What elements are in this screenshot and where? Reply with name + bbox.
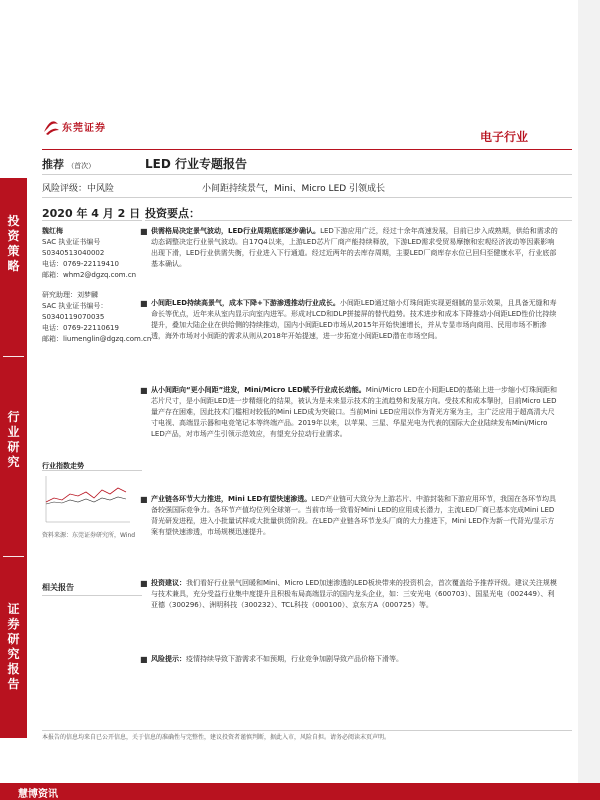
band-label-strategy: 投 资 策 略 xyxy=(7,214,20,273)
disclaimer-text: 本报告的信息均来自已公开信息，关于信息的准确性与完整性，建议投资者谨慎判断，据此入市，风险自担。请务必阅读末页声明。 xyxy=(42,734,391,741)
bullet-head: 投资建议： xyxy=(151,579,186,587)
analyst-block-1 xyxy=(42,226,136,281)
divider xyxy=(42,730,572,731)
analyst-cert: SAC 执业证书编号： xyxy=(42,302,108,310)
band-label-report: 证 券 研 究 报 告 xyxy=(7,602,20,691)
band-label-industry: 行 业 研 究 xyxy=(7,410,20,469)
bullet-body: Mini/Micro LED在小间距LED的基础上进一步缩小灯珠间距和芯片尺寸，是小间距LED进一步精细化的结果，被认为是未来显示技术的主流趋势和发展方向。受技术和成本掣肘，目前Micro LED量产存在困难，因此技术门槛相对较低的Mini LED成为突破口。当前Mini LED应用以作为背光方案为主，主广泛应用于超高清大尺寸电视、高端显示器和电竞笔记本等终端产品。2019年以来，以苹果、三星、华星光电为代表的国际大企业陆续发布Mini/Micro LED产品，对市场产生引领示范效应，有望充分拉动行业需求。 xyxy=(151,386,557,438)
industry-label: 电子行业 xyxy=(480,130,529,144)
band-divider xyxy=(3,556,24,557)
divider xyxy=(42,174,572,175)
divider xyxy=(42,470,142,471)
report-title: LED 行业专题报告 xyxy=(145,157,247,171)
bullet-body: 疫情持续导致下游需求不如预期，行业竞争加剧导致产品价格下滑等。 xyxy=(186,655,403,663)
analyst-name: 魏红梅 xyxy=(42,227,63,235)
left-category-band xyxy=(0,178,27,738)
logo-icon xyxy=(42,118,60,136)
chart-line-benchmark xyxy=(46,497,126,504)
bullet-icon: ■ xyxy=(140,386,148,395)
analyst-email[interactable]: 邮箱：whm2@dgzq.com.cn xyxy=(42,271,137,279)
bullet-1 xyxy=(140,226,559,270)
bullet-body: LED下游应用广泛，经过十余年高速发展，目前已步入成熟期，供给和需求的动态调整决定行业景气波动。自17Q4以来，上游LED芯片厂商产能持续释放，下游LED需求受贸易摩擦和宏观经济波动等因素影响出现下滑，LED行业供需失衡，行业进入下行通道。经过近两年的去库存周期，主要LED厂商库存水位已回归至健康水平，行业底部基本确认。 xyxy=(151,227,558,268)
key-points-title: 投资要点： xyxy=(145,207,200,220)
divider xyxy=(42,197,572,198)
footer-bar xyxy=(0,783,600,800)
bullet-body: 小间距LED通过缩小灯珠间距实现更细腻的显示效果，且具备无缝和寿命长等优点，近年来从室内显示向室内进军。形成对LCD和DLP拼接屏的替代趋势。技术进步和成本下降推动小间距LED性价比持续提升，叠加大陆企业在供给侧的持续推动，国内小间距LED市场从2015年开始快速增长，并从专显市场向商用、民用市场不断渗透，海外市场对小间距的需求从则从2018年开始提速，进一步拓宽小间距LED潜在市场空间。 xyxy=(151,299,557,340)
footer-brand: 慧博资讯 xyxy=(18,789,58,800)
risk-rating xyxy=(42,181,114,194)
bullet-head: 从小间距向“更小间距”进发，Mini/Micro LED赋予行业成长动能。 xyxy=(151,386,366,394)
analyst-cert-no: S0340119070035 xyxy=(42,313,105,321)
bullet-icon: ■ xyxy=(140,227,148,236)
band-divider xyxy=(3,356,24,357)
analyst-cert-no: S0340513040002 xyxy=(42,249,105,257)
report-subtitle: 小间距持续景气，Mini、Micro LED 引领成长 xyxy=(202,184,386,194)
bullet-head: 小间距LED持续高景气，成本下降+下游渗透推动行业成长。 xyxy=(151,299,340,307)
divider xyxy=(42,595,142,596)
right-margin-strip xyxy=(578,0,600,800)
related-reports-title: 相关报告 xyxy=(42,583,74,592)
bullet-body: 我们看好行业景气回暖和Mini、Micro LED加速渗透的LED板块带来的投资机会，首次覆盖给予推荐评级。建议关注规模与技术兼具，充分受益行业集中度提升且积极布局高端显示的国内龙头企业，如：三安光电（600703）、国星光电（002449）、利亚德（300296）、洲明科技（300232）、TCL科技（000100）、京东方A（000725）等。 xyxy=(151,579,557,609)
bullet-6 xyxy=(140,654,559,665)
bullet-icon: ■ xyxy=(140,655,148,664)
chart-line-industry xyxy=(46,488,126,502)
bullet-head: 供需格局决定景气波动，LED行业周期底部逐步确认。 xyxy=(151,227,321,235)
logo-text: 东莞证券 xyxy=(62,123,106,134)
divider xyxy=(145,220,572,221)
bullet-icon: ■ xyxy=(140,495,148,504)
analyst-name: 研究助理：刘梦麟 xyxy=(42,291,98,299)
analyst-block-2 xyxy=(42,290,151,345)
bullet-icon: ■ xyxy=(140,299,148,308)
bullet-head: 产业链各环节大力推进，Mini LED有望快速渗透。 xyxy=(151,495,312,503)
analyst-email[interactable]: 邮箱：liumenglin@dgzq.com.cn xyxy=(42,335,152,343)
report-date: 2020 年 4 月 2 日 xyxy=(42,207,141,220)
recommendation-label: 推荐 xyxy=(42,158,64,171)
company-logo xyxy=(42,116,122,138)
bullet-5 xyxy=(140,578,559,611)
divider xyxy=(42,220,142,221)
bullet-4 xyxy=(140,494,559,538)
bullet-2 xyxy=(140,298,559,342)
recommendation-note: （首次） xyxy=(67,162,96,170)
bullet-body: LED产业链可大致分为上游芯片、中游封装和下游应用环节，我国在各环节均具备较强国际竞争力。各环节产值均位列全球第一。当前市场一致看好Mini LED的应用成长潜力，主流LED厂商已基本完成Mini LED背光研发进程，进入小批量试样或大批量供货阶段。在LED产业链各环节龙头厂商的大力推进下，Mini LED作为新一代背光/显示方案有望快速渗透，市场规模迅速提升。 xyxy=(151,495,556,536)
bullet-head: 风险提示： xyxy=(151,655,186,663)
analyst-phone: 电话：0769-22119410 xyxy=(42,260,119,268)
analyst-cert: SAC 执业证书编号 xyxy=(42,238,101,246)
header-divider xyxy=(42,149,572,150)
recommendation xyxy=(42,156,95,172)
risk-label: 风险评级： xyxy=(42,184,88,194)
chart-source: 资料来源：东莞证券研究所，Wind xyxy=(42,532,136,539)
index-chart xyxy=(42,472,132,528)
index-chart-title: 行业指数走势 xyxy=(42,462,84,470)
risk-value: 中风险 xyxy=(87,184,115,194)
bullet-3 xyxy=(140,385,559,440)
analyst-phone: 电话：0769-22110619 xyxy=(42,324,119,332)
bullet-icon: ■ xyxy=(140,579,148,588)
